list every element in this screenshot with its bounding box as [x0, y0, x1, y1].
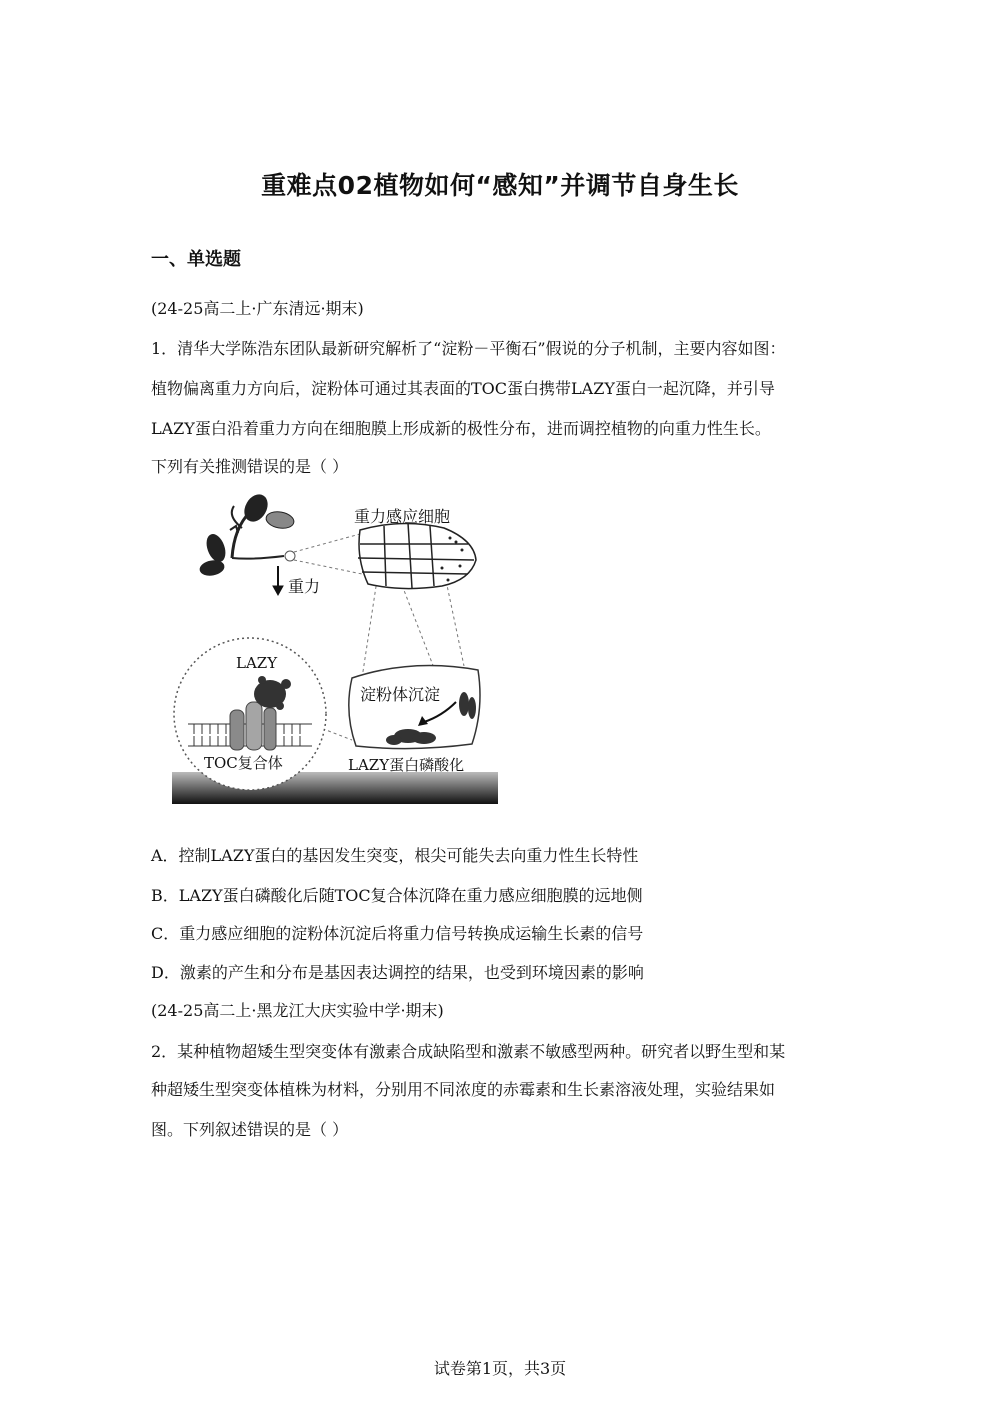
question-1-option-a: A．控制LAZY蛋白的基因发生突变，根尖可能失去向重力性生长特性 [151, 846, 639, 865]
seedling-drawing [199, 491, 295, 577]
question-1-stem-line: 1．清华大学陈浩东团队最新研究解析了“淀粉－平衡石”假说的分子机制，主要内容如图： [151, 339, 786, 358]
section-heading: 一、单选题 [151, 249, 241, 270]
question-1-source: (24-25高二上·广东清远·期末) [151, 299, 364, 318]
label-gravity-cell: 重力感应细胞 [354, 507, 451, 526]
document-title: 重难点02植物如何“感知”并调节自身生长 [261, 171, 739, 200]
label-lazy: LAZY [236, 654, 278, 672]
question-2-stem-line: 种超矮生型突变体植株为材料，分别用不同浓度的赤霉素和生长素溶液处理，实验结果如 [151, 1080, 776, 1099]
starch-statolith-figure [172, 488, 498, 804]
label-amyloplast-settling: 淀粉体沉淀 [360, 685, 441, 704]
question-2-source: (24-25高二上·黑龙江大庆实验中学·期末) [151, 1001, 444, 1020]
label-gravity: 重力 [288, 577, 321, 596]
question-1-option-d: D．激素的产生和分布是基因表达调控的结果，也受到环境因素的影响 [151, 963, 644, 982]
page-footer: 试卷第1页，共3页 [433, 1359, 567, 1378]
gravity-sensing-cells-drawing [358, 523, 476, 589]
gravity-arrow-icon [273, 566, 283, 595]
question-1-stem-line: 植物偏离重力方向后，淀粉体可通过其表面的TOC蛋白携带LAZY蛋白一起沉降，并引导 [151, 379, 775, 398]
label-toc-complex: TOC复合体 [204, 754, 283, 772]
question-1-option-b: B．LAZY蛋白磷酸化后随TOC复合体沉降在重力感应细胞膜的远地侧 [151, 886, 643, 905]
question-1-stem-line: LAZY蛋白沿着重力方向在细胞膜上形成新的极性分布，进而调控植物的向重力性生长。 [151, 419, 771, 438]
question-2-stem-line: 图。下列叙述错误的是（ ） [151, 1120, 349, 1139]
question-1-stem-line: 下列有关推测错误的是（ ） [151, 457, 349, 476]
question-2-stem-line: 2．某种植物超矮生型突变体有激素合成缺陷型和激素不敏感型两种。研究者以野生型和某 [151, 1042, 786, 1061]
label-lazy-phosphorylation: LAZY蛋白磷酸化 [348, 756, 465, 774]
question-1-option-c: C．重力感应细胞的淀粉体沉淀后将重力信号转换成运输生长素的信号 [151, 924, 644, 943]
